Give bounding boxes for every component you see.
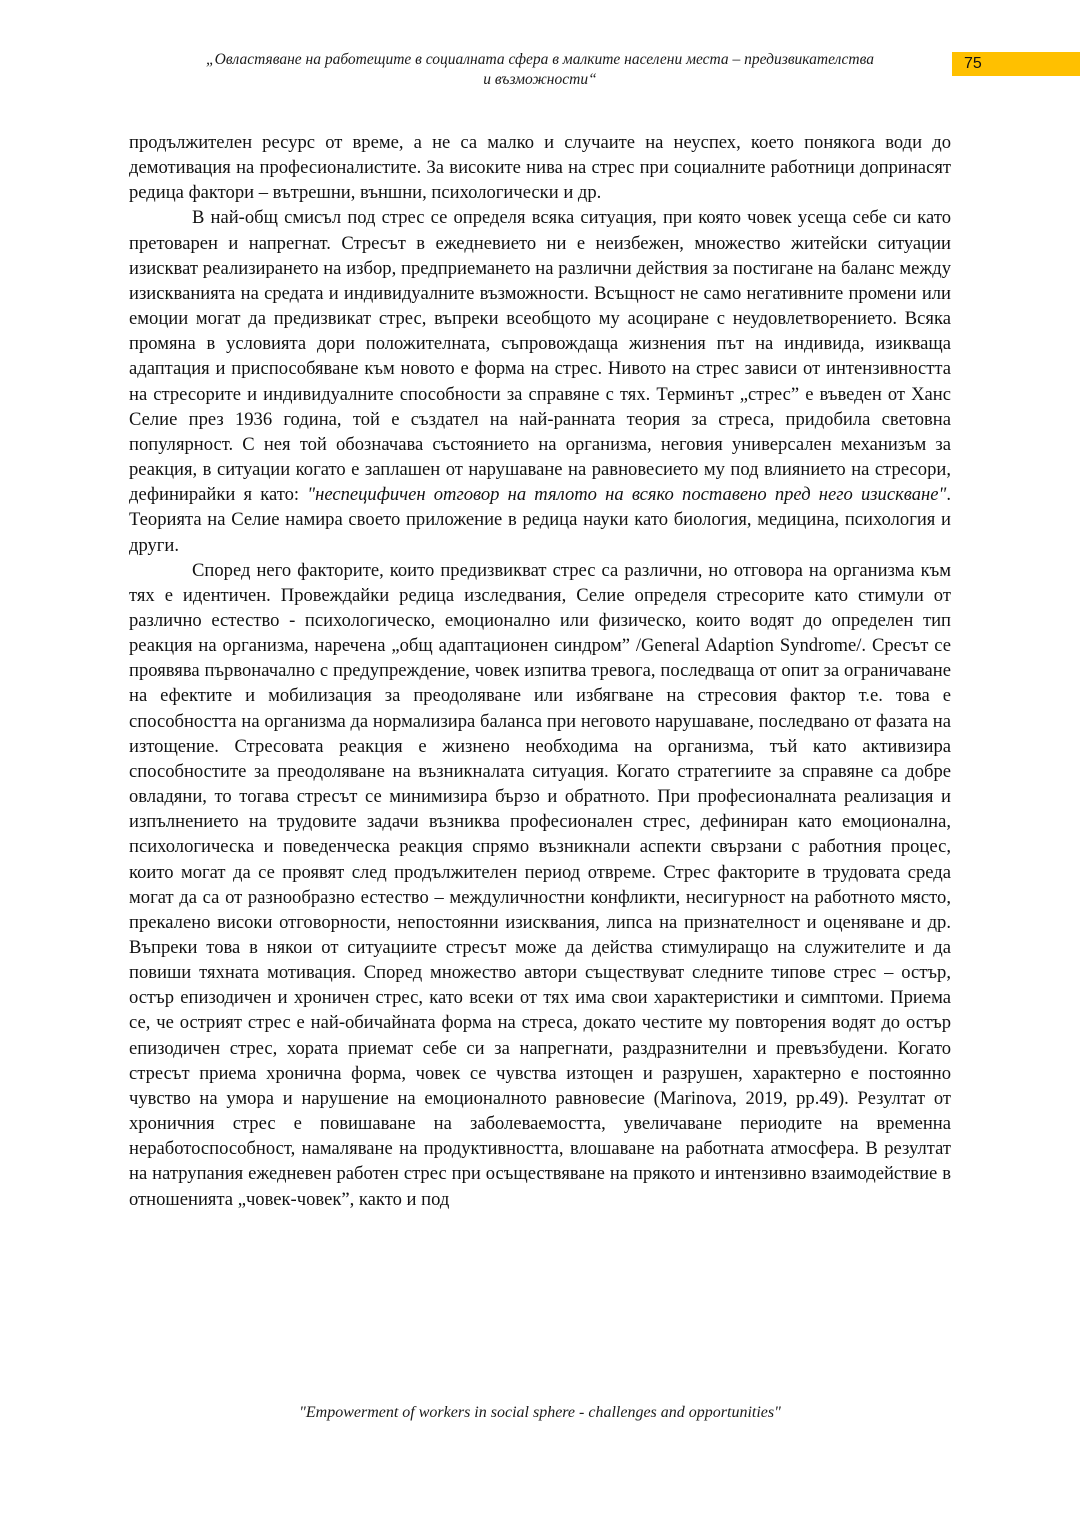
- paragraph-1: продължителен ресурс от време, а не са малко и случаите на неуспех, което понякога води до демотивация на професионалистите. За високите нива на стрес при социалните работници допринасят редица фактори – вътрешни, външни, психологически и др.: [129, 132, 951, 204]
- selye-quote: "неспецифичен отговор на тялото на всяко поставено пред него изискване": [307, 484, 947, 506]
- paragraph-3: Според него факторите, които предизвикват стрес са различни, но отговора на организма към тях е идентичен. Провеждайки редица изследвания, Селие определя стресорите като стимули от различно естество - психологическо, емоционално или физическо, които водят до определен тип реакция на организма, наречена „общ адаптационен синдром” /General Adaption Syndrome/. Сресът се проявява първоначално с предупреждение, човек изпитва тревога, последваща от опит за ограничаване на ефектите и мобилизация за преодоляване или избягване на стресовия фактор т.е. това е способността на организма да нормализира баланса при неговото нарушаване, последвано от фазата на изтощение. Стресовата реакция е жизнено необходима на организма, тъй като активизира способностите за преодоляване на възникналата ситуация. Когато стратегиите за справяне са добре овладяни, то тогава стресът се минимизира бързо и обратното. При професионалната реализация и изпълнението на трудовите задачи възниква професионален стрес, дефиниран като емоционална, психологическа и поведенческа реакция спрямо възникнали аспекти свързани с работния процес, които могат да се проявят след продължителен период отвреме. Стрес факторите в трудовата среда могат да са от разнообразно естество – междуличностни конфликти, несигурност на работното място, прекалено високи отговорности, непостоянни изисквания, липса на признателност и оценяване и др. Въпреки това в някои от ситуациите стресът може да действа стимулиращо на служителите и да повиши тяхната мотивация. Според множество автори съществуват следните типове стрес – остър, остър епизодичен и хроничен стрес, като всеки от тях има свои характеристики и симптоми. Приема се, че острият стрес е най-обичайната форма на стреса, докато честите му повторения водят до остър епизодичен стрес, хората приемат себе си за напрегнати, раздразнителни и превъзбудени. Когато стресът приема хронична форма, човек се чувства изтощен и разрушен, характерно е постоянно чувство на умора и нарушение на емоционалното равновесие (Marinova, 2019, pp.49). Резултат от хроничния стрес е повишаване на заболеваемостта, увеличаване периодите на временна неработоспособност, намаляване на продуктивността, влошаване на работната атмосфера. В резултат на натрупания ежедневен работен стрес при осъществяване на прякото и интензивно взаимодействие в отношенията „човек-човек”, както и под: [129, 559, 951, 1210]
- paragraph-2: [129, 205, 951, 557]
- paragraph-2-text: В най-общ смисъл под стрес се определя всяка ситуация, при която човек усеща себе си като претоварен и напрегнат. Стресът в ежедневието ни е неизбежен, множество житейски ситуации изискват реализирането на избор, предприемането на различни действия за постигане на баланс между изискванията на средата и индивидуалните възможности. Всъщност не само негативните промени или емоции могат да предизвикат стрес, въпреки всеобщото му асоциране с неудовлетворението. Всяка промяна в условията дори положителната, съпровождаща жизнения път на индивида, изикваща адаптация и приспособяване към новото е форма на стрес. Нивото на стрес зависи от интензивността на стресорите и индивидуалните способности за справяне с тях. Терминът „стрес” е въведен от Ханс Селие през 1936 година, той е създател на най-ранната теория за стреса, придобила световна популярност. С нея той обозначава състоянието на организма, неговия универсален механизъм за реакция, в ситуации когато е заплашен от нарушаване на равновесието му под влиянието на стресори, дефинирайки я като:: [129, 207, 951, 506]
- running-header: [130, 50, 950, 90]
- header-title-line-1: „Овластяване на работещите в социалната сфера в малките населени места – предизвикателства: [206, 51, 874, 68]
- paragraph-2-tail: . Теорията на Селие намира своето приложение в редица науки като биология, медицина, психология и други.: [129, 484, 951, 556]
- main-text: [129, 130, 951, 1212]
- running-footer: "Empowerment of workers in social sphere - challenges and opportunities": [299, 1404, 781, 1421]
- page-number-badge: 75: [952, 52, 1080, 76]
- header-title-line-2: и възможности“: [483, 71, 597, 88]
